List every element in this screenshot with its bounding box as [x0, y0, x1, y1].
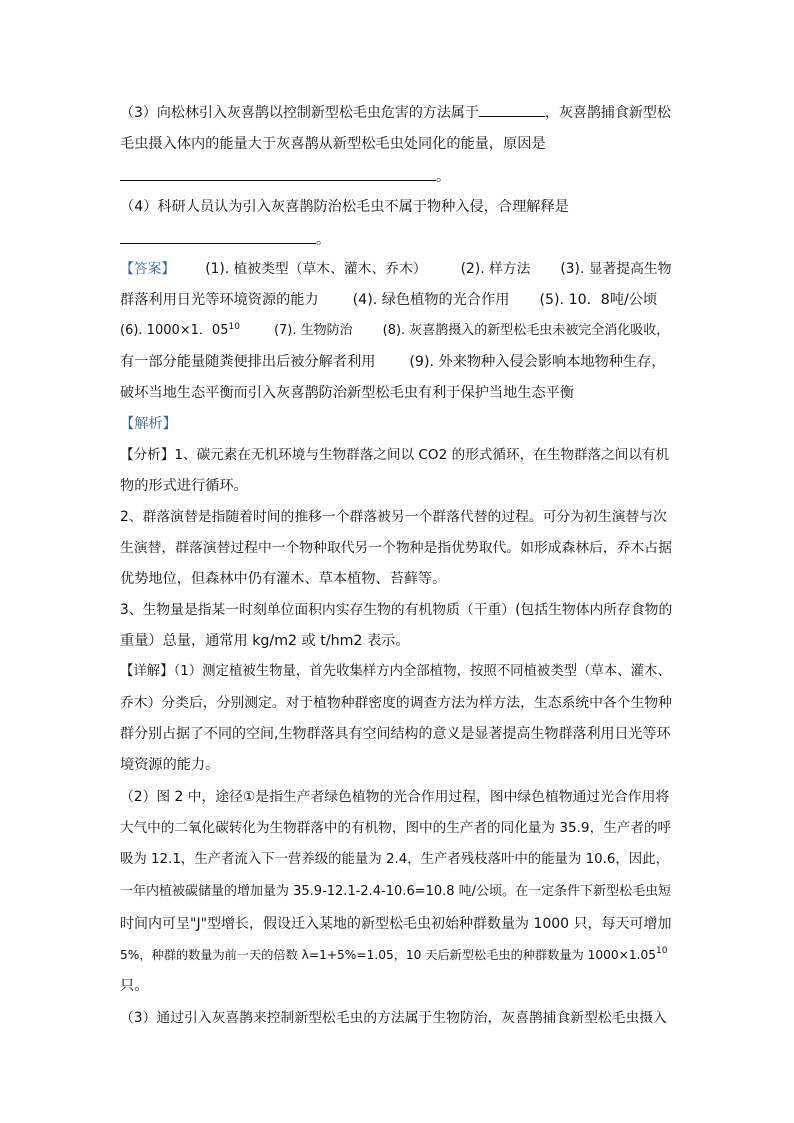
- analysis-p3-line-2: 重量）总量，通常用 kg/m2 或 t/hm2 表示。: [120, 633, 410, 649]
- detail-2-line-4: 一年内植被碳储量的增加量为 35.9-12.1-2.4-10.6=10.8 吨/公顷。在一定条件下新型松毛虫短: [120, 884, 672, 899]
- exponent: 10: [655, 946, 668, 956]
- answer-line-2: [120, 290, 657, 310]
- answer-label: 【答案】: [120, 261, 176, 277]
- answer-9: (9). 外来物种入侵会影响本地物种生存，: [409, 354, 666, 370]
- fenxi-label: 【分析】: [120, 447, 175, 463]
- answer-line-5: 破坏当地生态平衡而引入灰喜鹊防治新型松毛虫有利于保护当地生态平衡: [120, 385, 575, 401]
- detail-1-line-2: 乔木）分类后，分别测定。对于植物种群密度的调查方法为样方法，生态系统中各个生物种: [120, 695, 672, 711]
- answer-6-exponent: 10: [228, 322, 240, 332]
- answer-5: (5). 10．8吨/公顷: [539, 292, 658, 308]
- detail-1-line-4: 境资源的能力。: [120, 757, 220, 773]
- analysis-p2-line-2: 生演替，群落演替过程中一个物种取代另一个物种是指优势取代。如形成森林后，乔木占据: [120, 540, 672, 556]
- answer-2: (2). 样方法: [460, 261, 531, 277]
- analysis-label: 【解析】: [120, 416, 177, 432]
- analysis-p1-line-2: 物的形式进行循环。: [120, 478, 248, 494]
- answer-blank: [479, 102, 545, 117]
- answer-blank: [120, 166, 436, 181]
- answer-line-4: [120, 352, 666, 372]
- answer-4: (4). 绿色植物的光合作用: [352, 292, 510, 308]
- detail-2-line-6-text: 5%，种群的数量为前一天的倍数 λ=1+5%=1.05，10 天后新型松毛虫的种群数量为 1000×1.05: [120, 948, 656, 962]
- detail-2-line-6: [120, 945, 667, 965]
- answer-6-base: (6). 1000×1．05: [120, 323, 229, 338]
- question-3-line-2: 毛虫摄入体内的能量大于灰喜鹊从新型松毛虫处同化的能量，原因是: [120, 136, 546, 152]
- detail-3-line-1: （3）通过引入灰喜鹊来控制新型松毛虫的方法属于生物防治，灰喜鹊捕食新型松毛虫摄入: [120, 1010, 667, 1026]
- answer-8: (8). 灰喜鹊摄入的新型松毛虫未被完全消化吸收，: [382, 323, 670, 338]
- answer-blank: [120, 229, 316, 244]
- analysis-p2-line-1: 2、群落演替是指随着时间的推移一个群落被另一个群落代替的过程。可分为初生演替与次: [120, 509, 667, 525]
- analysis-p2-line-3: 优势地位，但森林中仍有灌木、草本植物、苔藓等。: [120, 571, 447, 587]
- period: 。: [316, 232, 331, 248]
- detail-2-line-7: 只。: [120, 978, 149, 994]
- detail-1-text: （1）测定植被生物量，首先收集样方内全部植物，按照不同植被类型（草本、灌木、: [173, 664, 671, 679]
- analysis-p1-text: 1、碳元素在无机环境与生物群落之间以 CO2 的形式循环，在生物群落之间以有机: [174, 447, 670, 463]
- detail-1-line-3: 群分别占据了不同的空间,生物群落具有空间结构的意义是显著提高生物群落利用日光等环: [120, 726, 671, 742]
- answer-3-cont: 群落利用日光等环境资源的能力: [120, 292, 319, 308]
- answer-1: (1). 植被类型（草木、灌木、乔木）: [205, 261, 427, 277]
- question-4-line-2: [120, 229, 330, 250]
- detail-2-line-2: 大气中的二氧化碳转化为生物群落中的有机物，图中的生产者的同化量为 35.9，生产者的呼: [120, 820, 672, 836]
- detail-1-line-1: [120, 662, 671, 682]
- detail-2-line-3: 吸为 12.1，生产者流入下一营养级的能量为 2.4，生产者残枝落叶中的能量为 10.6，因此，: [120, 852, 669, 867]
- analysis-p3-line-1: 3、生物量是指某一时刻单位面积内实存生物的有机物质（干重）(包括生物体内所存食物的: [120, 602, 673, 618]
- answer-8-cont: 有一部分能量随粪便排出后被分解者利用: [120, 354, 376, 370]
- period: 。: [436, 169, 451, 185]
- detail-2-line-1: （2）图 2 中，途径①是指生产者绿色植物的光合作用过程，图中绿色植物通过光合作用将: [120, 789, 670, 805]
- question-4-line-1: （4）科研人员认为引入灰喜鹊防治松毛虫不属于物种入侵，合理解释是: [120, 199, 569, 215]
- answer-line-1: [120, 259, 672, 279]
- analysis-p1-line-1: [120, 445, 669, 465]
- answer-line-3: [120, 321, 669, 341]
- question-3-text-cont: ，灰喜鹊捕食新型松: [544, 105, 671, 121]
- answer-7: (7). 生物防治: [273, 323, 353, 338]
- answer-6: [120, 323, 240, 338]
- xiangjie-label: 【详解】: [120, 664, 174, 679]
- detail-2-line-5: 时间内可呈"J"型增长，假设迁入某地的新型松毛虫初始种群数量为 1000 只，每天可增加: [120, 916, 672, 932]
- question-3-line-3: [120, 166, 450, 187]
- question-3-text: （3）向松林引入灰喜鹊以控制新型松毛虫危害的方法属于: [120, 105, 479, 121]
- question-3-line-1: [120, 102, 671, 123]
- answer-3: (3). 显著提高生物: [560, 261, 672, 277]
